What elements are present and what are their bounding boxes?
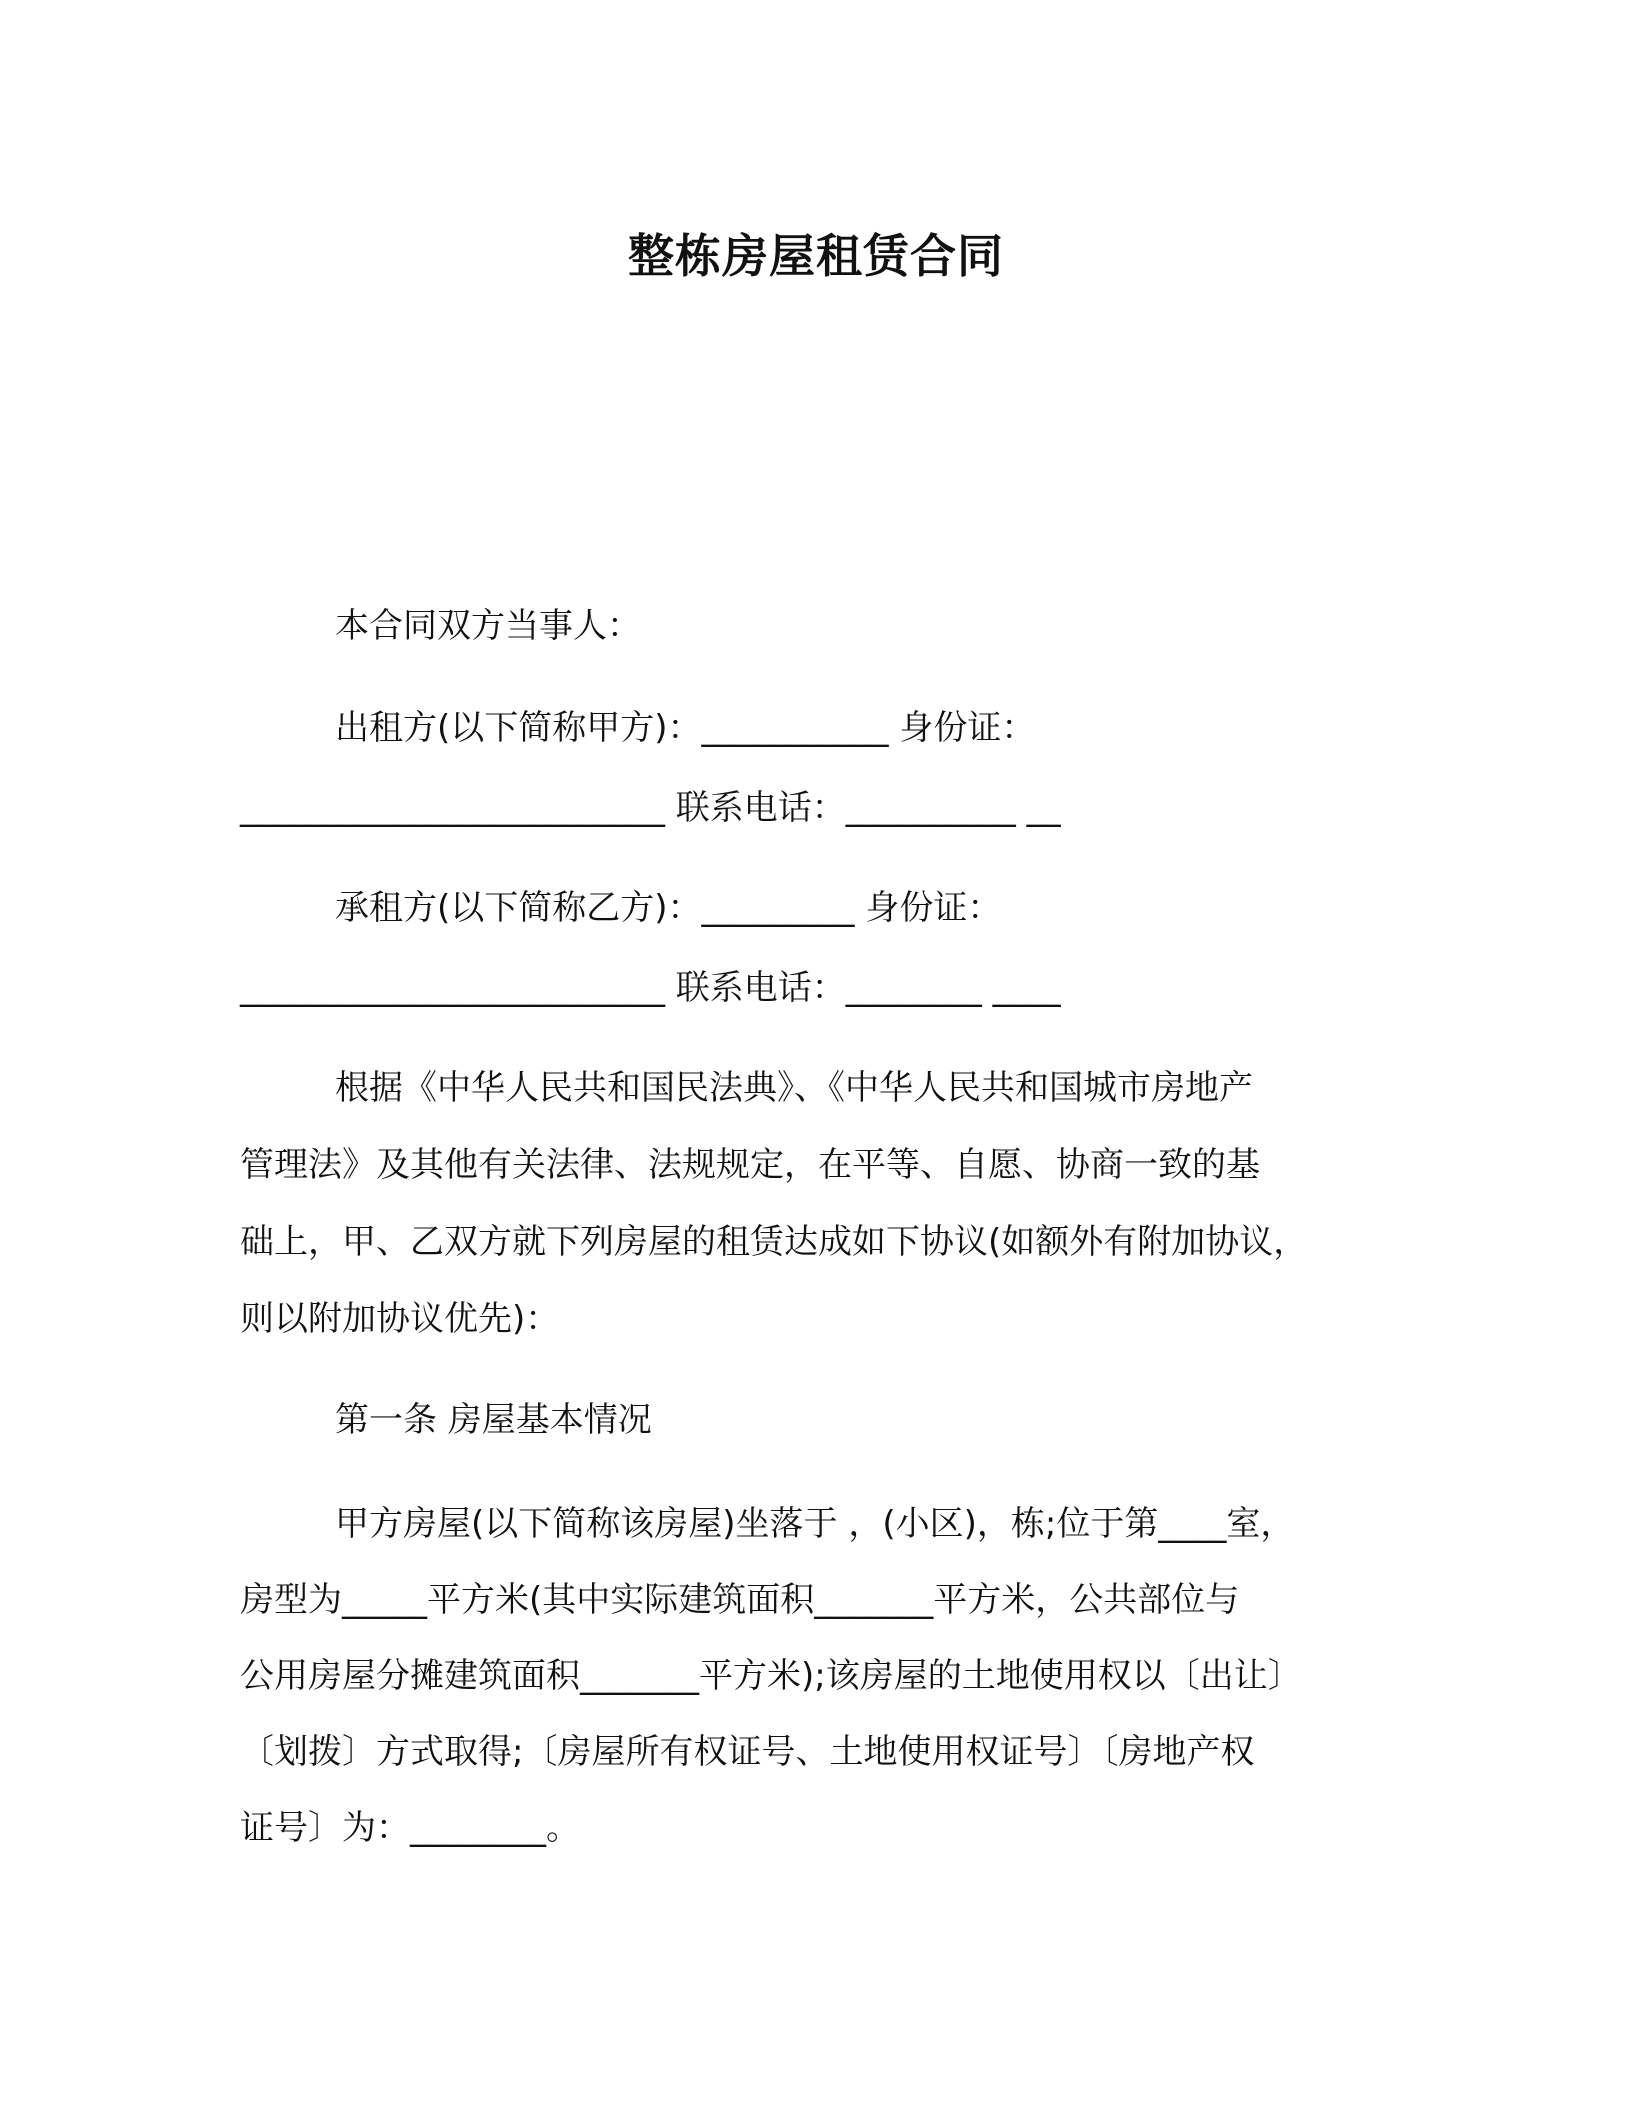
lessee-phone-line: _________________________ 联系电话：________ ____ bbox=[240, 968, 1061, 1008]
lessor-phone-line: _________________________ 联系电话：__________ __ bbox=[240, 788, 1061, 828]
lessor-line: 出租方(以下简称甲方)：___________ 身份证： bbox=[335, 708, 1036, 748]
article-1-line-1: 甲方房屋(以下简称该房屋)坐落于 ，(小区)，栋;位于第____室， bbox=[335, 1504, 1295, 1544]
preamble-line-2: 管理法》及其他有关法律、法规规定，在平等、自愿、协商一致的基 bbox=[240, 1145, 1260, 1185]
article-1-line-2: 房型为_____平方米(其中实际建筑面积_______平方米，公共部位与 bbox=[240, 1580, 1240, 1620]
preamble-line-1: 根据《中华人民共和国民法典》、《中华人民共和国城市房地产 bbox=[335, 1068, 1253, 1108]
parties-heading: 本合同双方当事人： bbox=[335, 606, 641, 646]
article-1-line-3: 公用房屋分摊建筑面积_______平方米);该房屋的土地使用权以〔出让〕 bbox=[240, 1656, 1302, 1696]
preamble-line-4: 则以附加协议优先)： bbox=[240, 1299, 560, 1339]
preamble-line-3: 础上，甲、乙双方就下列房屋的租赁达成如下协议(如额外有附加协议， bbox=[240, 1222, 1308, 1262]
article-1-heading: 第一条 房屋基本情况 bbox=[335, 1400, 652, 1440]
document-title: 整栋房屋租赁合同 bbox=[628, 229, 1004, 283]
article-1-line-4: 〔划拨〕方式取得;〔房屋所有权证号、土地使用权证号〕〔房地产权 bbox=[240, 1732, 1255, 1772]
article-1-line-5: 证号〕为：________。 bbox=[240, 1808, 580, 1848]
lessee-line: 承租方(以下简称乙方)：_________ 身份证： bbox=[335, 888, 1002, 928]
